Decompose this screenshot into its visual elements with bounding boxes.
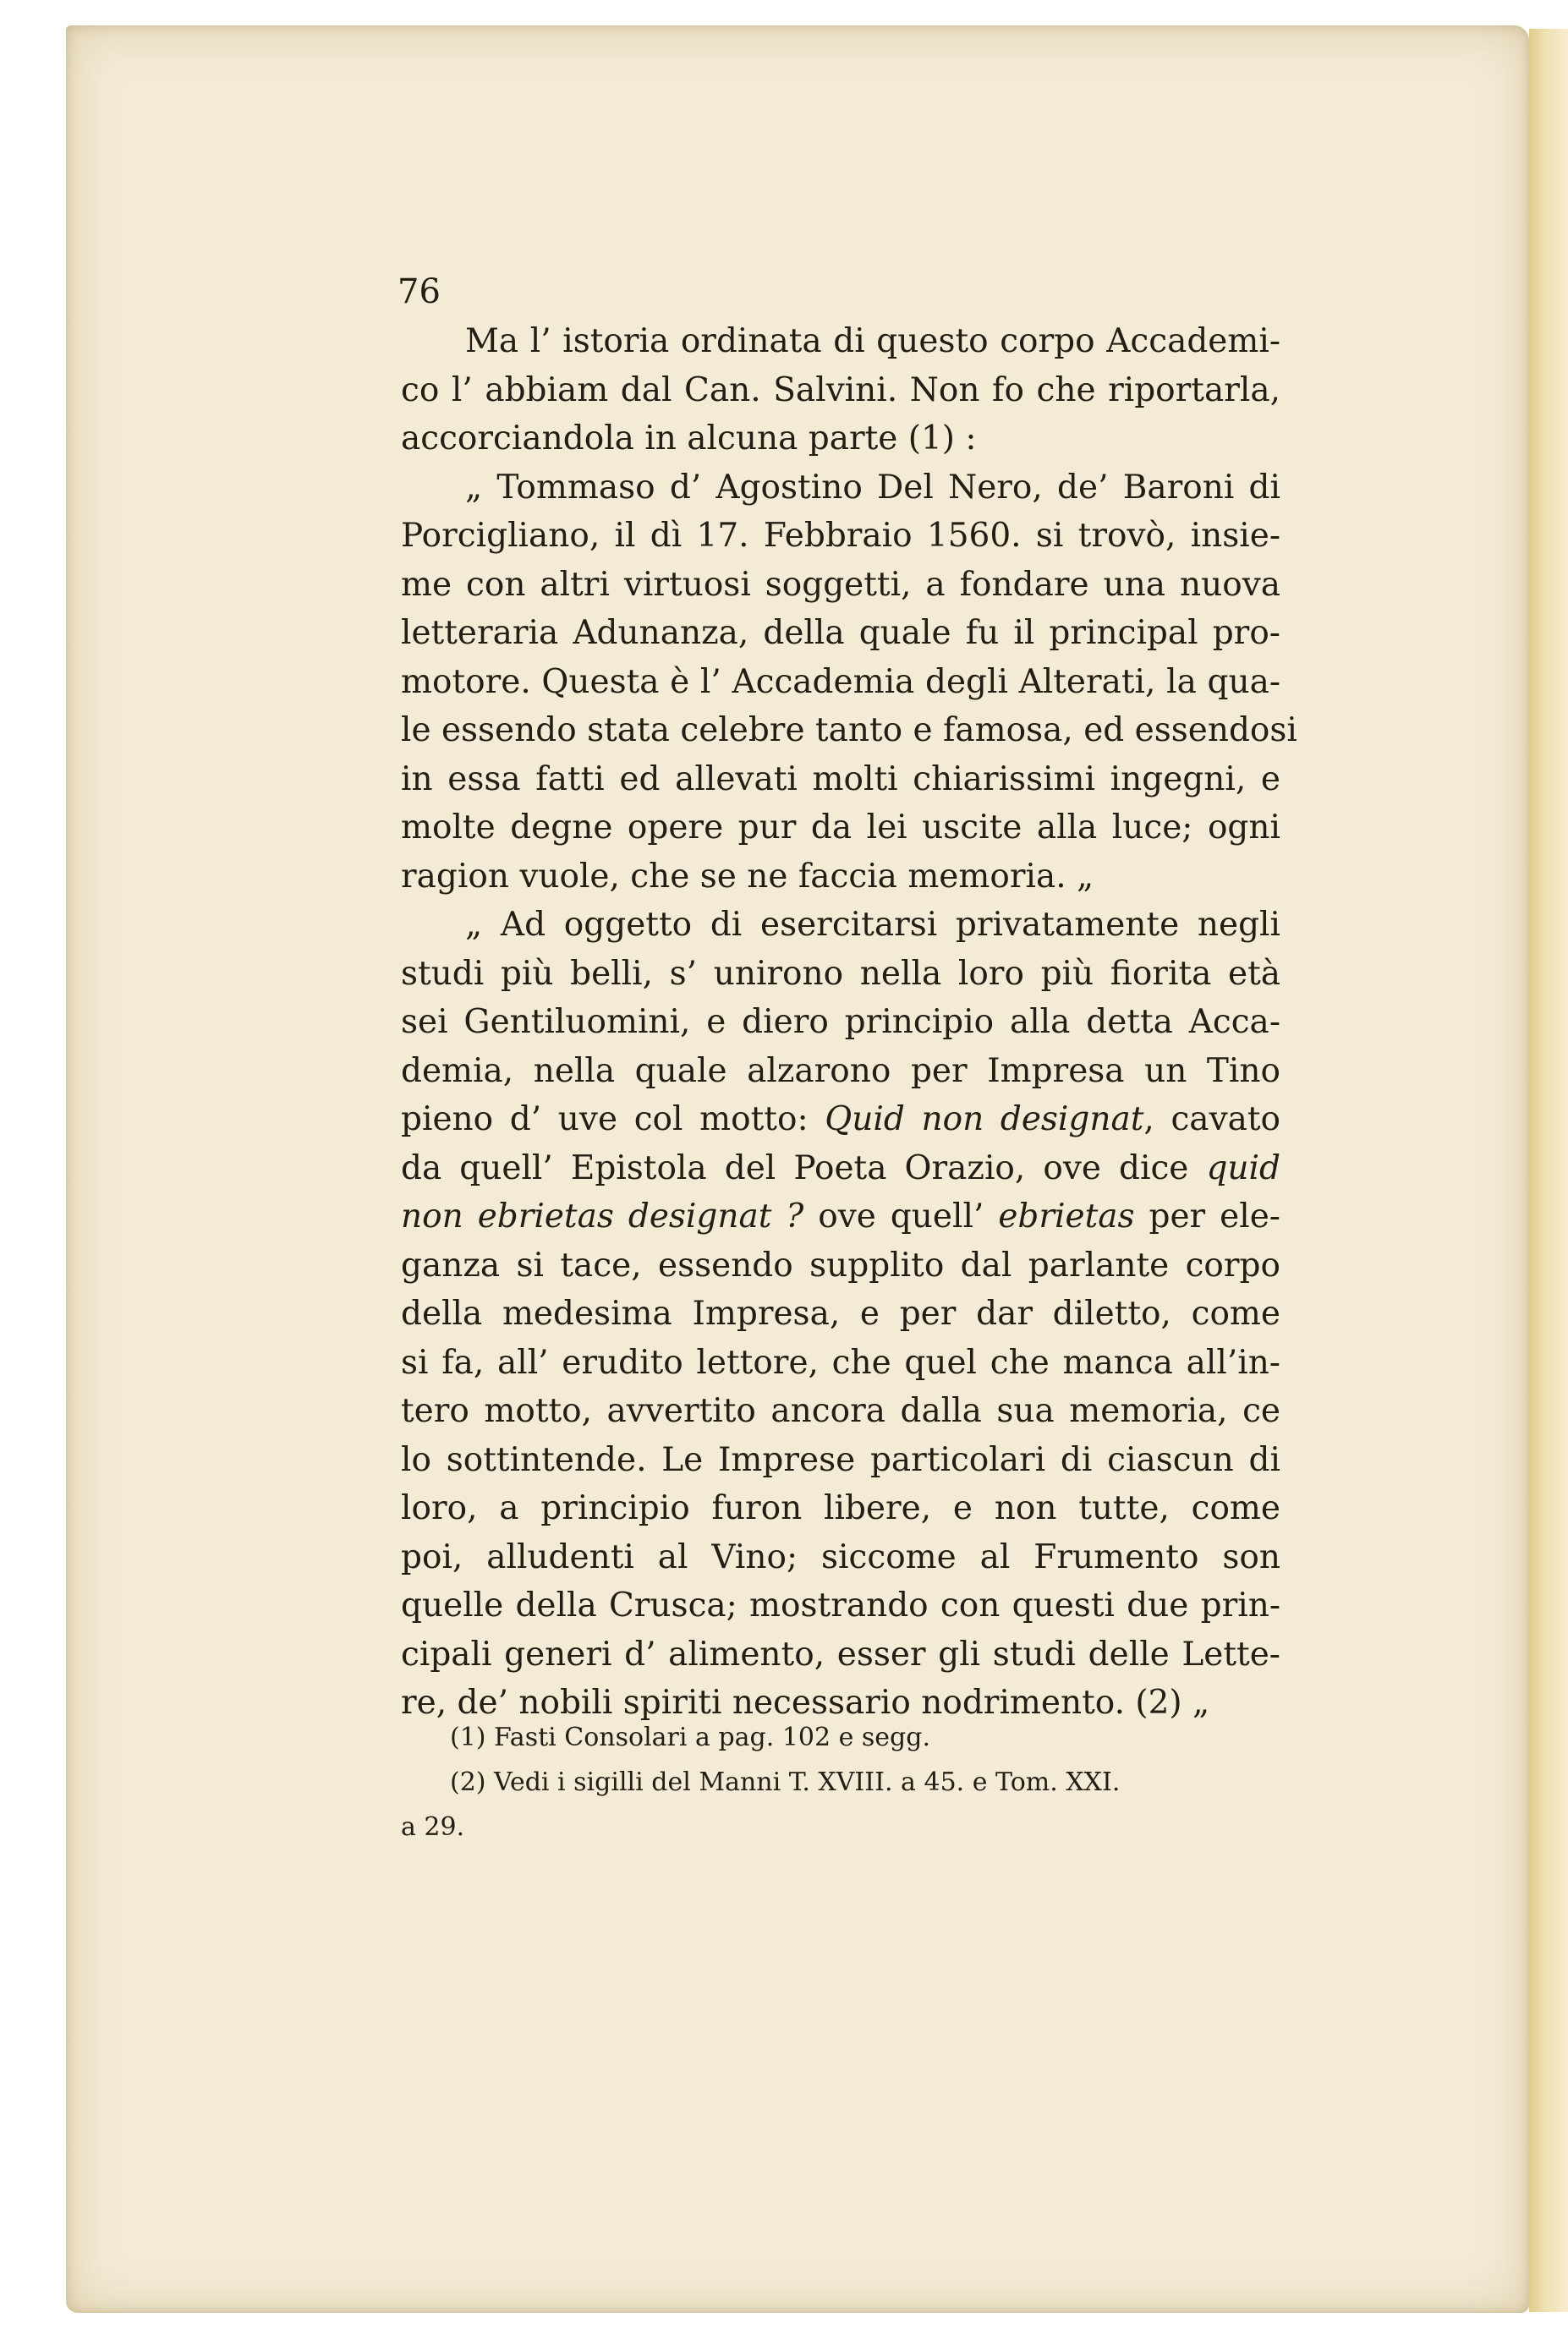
text-line: molte degne opere pur da lei uscite alla luce; ogni [401, 808, 1280, 847]
text-line: letteraria Adunanza, della quale fu il principal pro- [401, 614, 1280, 652]
text-line: da quell’ Epistola del Poeta Orazio, ove dice quid [401, 1148, 1280, 1187]
text-line: motore. Questa è l’ Accademia degli Alterati, la qua- [401, 662, 1280, 701]
text-line: quelle della Crusca; mostrando con questi due prin- [401, 1586, 1280, 1625]
body-text [401, 317, 1297, 1728]
text-line: Ma l’ istoria ordinata di questo corpo Accademi- [465, 322, 1280, 360]
text-line: le essendo stata celebre tanto e famosa, ed essendosi [401, 711, 1297, 749]
footnote-line: (1) Fasti Consolari a pag. 102 e segg. [450, 1723, 930, 1752]
footnote-line: a 29. [401, 1812, 465, 1842]
text-line: co l’ abbiam dal Can. Salvini. Non fo che riportarla, [401, 370, 1280, 409]
text-line: cipali generi d’ alimento, esser gli studi delle Lette- [401, 1635, 1280, 1674]
page-number: 76 [397, 272, 441, 311]
text-line: in essa fatti ed allevati molti chiarissimi ingegni, e [401, 759, 1280, 798]
text-line: demia, nella quale alzarono per Impresa un Tino [401, 1051, 1280, 1090]
text-line: della medesima Impresa, e per dar diletto, come [401, 1295, 1280, 1333]
text-line: pieno d’ uve col motto: Quid non designat, cavato [401, 1100, 1280, 1138]
text-line: poi, alludenti al Vino; siccome al Frumento son [401, 1537, 1280, 1576]
text-line: accorciandola in alcuna parte (1) : [401, 419, 977, 458]
text-line: si fa, all’ erudito lettore, che quel che manca all’in- [401, 1343, 1280, 1382]
text-line: re, de’ nobili spiriti necessario nodrimento. (2) „ [401, 1684, 1210, 1722]
footnotes [401, 1715, 1280, 1850]
text-line: studi più belli, s’ unirono nella loro più fiorita età [401, 954, 1280, 993]
text-line: non ebrietas designat ? ove quell’ ebrietas per ele- [401, 1197, 1280, 1236]
text-line: „ Tommaso d’ Agostino Del Nero, de’ Baroni di [465, 468, 1280, 507]
text-line: tero motto, avvertito ancora dalla sua memoria, ce [401, 1392, 1280, 1430]
text-line: Porcigliano, il dì 17. Febbraio 1560. si trovò, insie- [401, 517, 1280, 555]
text-line: sei Gentiluomini, e diero principio alla detta Acca- [401, 1003, 1280, 1041]
text-line: ragion vuole, che se ne faccia memoria. „ [401, 857, 1094, 896]
text-line: ganza si tace, essendo supplito dal parlante corpo [401, 1246, 1280, 1285]
text-line: lo sottintende. Le Imprese particolari di ciascun di [401, 1440, 1280, 1479]
footnote-line: (2) Vedi i sigilli del Manni T. XVIII. a 45. e Tom. XXI. [450, 1767, 1121, 1797]
text-line: „ Ad oggetto di esercitarsi privatamente negli [465, 906, 1280, 944]
text-line: loro, a principio furon libere, e non tutte, come [401, 1489, 1280, 1527]
text-line: me con altri virtuosi soggetti, a fondare una nuova [401, 565, 1280, 604]
adjacent-page-edge [1529, 29, 1568, 2312]
